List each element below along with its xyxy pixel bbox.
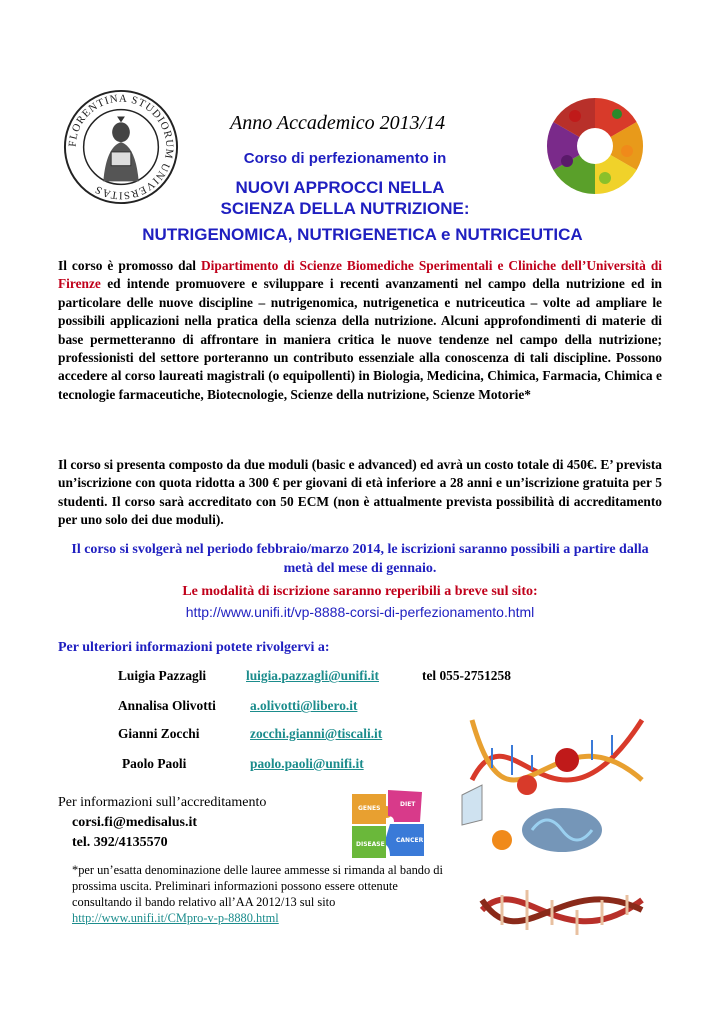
footnote-text: *per un’esatta denominazione delle lauree ammesse si rimanda al bando di prossima uscita. Preliminari informazioni possono essere ottenute consultando il bando relativo all’AA 2012/13 sul sito bbox=[72, 863, 443, 909]
academic-year-heading: Anno Accademico 2013/14 bbox=[230, 112, 446, 134]
description-paragraph bbox=[58, 257, 662, 404]
period-notice: Il corso si svolgerà nel periodo febbraio/marzo 2014, le iscrizioni saranno possibili a partire dalla metà del mese di gennaio. bbox=[71, 542, 649, 576]
contact-email-link[interactable]: paolo.paoli@unifi.it bbox=[250, 756, 364, 771]
registration-notice: Le modalità di iscrizione saranno reperibili a breve sul sito: bbox=[182, 584, 538, 599]
puzzle-label-disease: DISEASE bbox=[356, 841, 385, 848]
department-name: Dipartimento di Scienze Biomediche Sperimentali e Cliniche dell’Università di Firenze bbox=[58, 258, 662, 292]
accreditation-label: Per informazioni sull’accreditamento bbox=[58, 795, 267, 810]
course-title-line2: SCIENZA DELLA NUTRIZIONE: bbox=[220, 199, 470, 218]
contact-name: Luigia Pazzagli bbox=[118, 668, 207, 683]
course-title-line1: NUOVI APPROCCI NELLA bbox=[235, 178, 445, 197]
contact-phone: tel 055-2751258 bbox=[422, 668, 511, 683]
course-intro: Corso di perfezionamento in bbox=[243, 150, 447, 167]
contact-name: Gianni Zocchi bbox=[118, 726, 200, 741]
course-title-line3: NUTRIGENOMICA, NUTRIGENETICA e NUTRICEUTICA bbox=[142, 225, 583, 244]
genes-diet-puzzle-image bbox=[348, 788, 428, 860]
puzzle-label-cancer: CANCER bbox=[396, 837, 424, 844]
footnote-link[interactable]: http://www.unifi.it/CMpro-v-p-8880.html bbox=[72, 911, 279, 925]
puzzle-label-diet: DIET bbox=[400, 801, 416, 808]
contact-email-link[interactable]: a.olivotti@libero.it bbox=[250, 698, 358, 713]
contact-name: Annalisa Olivotti bbox=[118, 698, 216, 713]
seal-ring-text: FLORENTINA STUDIORUM UNIVERSITAS bbox=[66, 92, 176, 202]
footnote bbox=[72, 862, 452, 926]
registration-site-link[interactable]: http://www.unifi.it/vp-8888-corsi-di-perfezionamento.html bbox=[185, 604, 535, 620]
contact-name: Paolo Paoli bbox=[122, 756, 187, 771]
accreditation-phone: tel. 392/4135570 bbox=[72, 835, 168, 850]
info-heading: Per ulteriori informazioni potete rivolgervi a: bbox=[58, 640, 330, 655]
accreditation-email[interactable]: corsi.fi@medisalus.it bbox=[72, 815, 198, 830]
contact-email-link[interactable]: zocchi.gianni@tiscali.it bbox=[250, 726, 383, 741]
contact-email-link[interactable]: luigia.pazzagli@unifi.it bbox=[246, 668, 379, 683]
dna-food-illustration bbox=[452, 700, 652, 1000]
cost-paragraph: Il corso si presenta composto da due moduli (basic e advanced) ed avrà un costo totale di 450€. E’ prevista un’iscrizione con quota ridotta a 300 € per giovani di età inferiore a 28 anni e un’iscrizione gratuita per 5 studenti. Il corso sarà accreditato con 50 ECM (non è attualmente prevista possibilità di accreditamento per uno solo dei due moduli). bbox=[58, 457, 662, 528]
p1-start: Il corso è promosso dal bbox=[58, 258, 202, 273]
p1-rest: ed intende promuovere e sviluppare i recenti avanzamenti nel campo della nutrizione ed in particolare delle nuove discipline – nutrigenomica, nutrigenetica e nutriceutica – volte ad ampliare le possibili applicazioni nella pratica della scienza della nutrizione. Alcuni approfondimenti di materie di base permetteranno di affrontare in maniera critica le nuove tendenze nel campo della nutrizione; professionisti del settore porteranno un contributo essenziale alla conoscenza di tali discipline. Possono accedere al corso laureati magistrali (o equipollenti) in Biologia, Medicina, Chimica, Farmacia, Chimica e tecnologie farmaceutiche, Biotecnologie, Scienze della nutrizione, Scienze Motorie* bbox=[58, 276, 662, 402]
puzzle-label-genes: GENES bbox=[358, 805, 381, 812]
